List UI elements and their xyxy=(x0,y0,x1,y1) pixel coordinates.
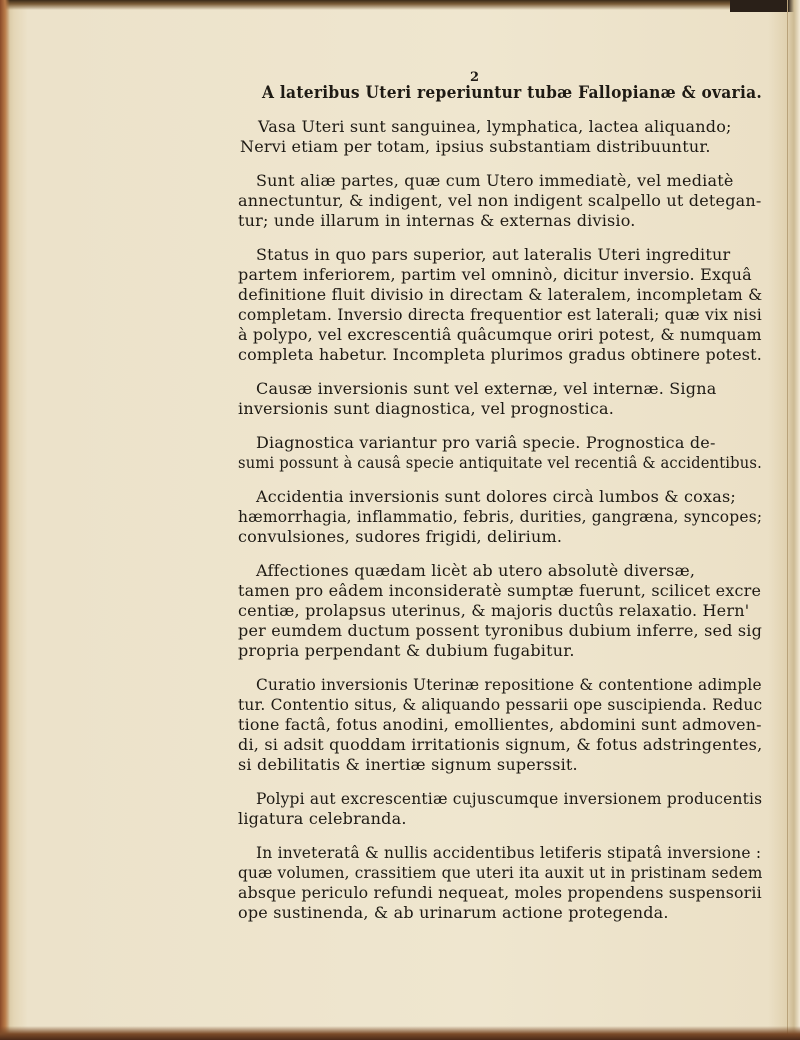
paragraph-curatio-line: tione factâ, fotus anodini, emollientes, abdomini sunt admoven- xyxy=(238,715,762,734)
paragraph-accidentia-line: hæmorrhagia, inflammatio, febris, durities, gangræna, syncopes; xyxy=(238,507,763,526)
paragraph-affectiones-line: centiæ, prolapsus uterinus, & majoris ductûs relaxatio. Hern' xyxy=(238,601,750,620)
paragraph-accidentia-line: Accidentia inversionis sunt dolores circà lumbos & coxas; xyxy=(256,487,736,506)
paragraph-curatio-line: Curatio inversionis Uterinæ repositione & contentione adimple xyxy=(256,675,762,694)
paragraph-affectiones-line: propria perpendant & dubium fugabitur. xyxy=(238,641,575,660)
paragraph-vasa-line: Nervi etiam per totam, ipsius substantiam distribuuntur. xyxy=(240,137,711,156)
paragraph-polypi-line: Polypi aut excrescentiæ cujuscumque inversionem producentis xyxy=(256,789,763,808)
paragraph-causae-line: Causæ inversionis sunt vel externæ, vel internæ. Signa xyxy=(256,379,717,398)
paragraph-accidentia-line: convulsiones, sudores frigidi, delirium. xyxy=(238,527,563,546)
paragraph-sunt-line: annectuntur, & indigent, vel non indigent scalpello ut detegan- xyxy=(238,191,762,210)
paragraph-status-line: Status in quo pars superior, aut lateralis Uteri ingreditur xyxy=(256,245,731,264)
paragraph-curatio-line: di, si adsit quoddam irritationis signum, & fotus adstringentes, xyxy=(238,735,763,754)
paragraph-status-line: completa habetur. Incompleta plurimos gradus obtinere potest. xyxy=(238,345,763,364)
paragraph-status-line: definitione fluit divisio in directam & lateralem, incompletam & xyxy=(238,285,763,304)
paragraph-diagnostica-line: Diagnostica variantur pro variâ specie. Prognostica de- xyxy=(256,433,716,452)
paragraph-affectiones-line: Affectiones quædam licèt ab utero absolutè diversæ, xyxy=(256,561,696,580)
paragraph-in-line: quæ volumen, crassitiem que uteri ita auxit ut in pristinam sedem xyxy=(238,863,763,882)
paragraph-sunt-line: Sunt aliæ partes, quæ cum Utero immediatè, vel mediatè xyxy=(256,171,734,190)
paragraph-diagnostica-line: sumi possunt à causâ specie antiquitate vel recentiâ & accidentibus. xyxy=(238,453,762,472)
paragraph-affectiones-line: per eumdem ductum possent tyronibus dubium inferre, sed sig xyxy=(238,621,763,640)
folio-number: 2 xyxy=(470,70,480,85)
paragraph-vasa-line: Vasa Uteri sunt sanguinea, lymphatica, lactea aliquando; xyxy=(258,117,732,136)
page-heading: A lateribus Uteri reperiuntur tubæ Fallopianæ & ovaria. xyxy=(262,83,763,102)
paragraph-in-line: ope sustinenda, & ab urinarum actione protegenda. xyxy=(238,903,669,922)
paragraph-in-line: In inveteratâ & nullis accidentibus letiferis stipatâ inversione : xyxy=(256,843,762,862)
paragraph-in-line: absque periculo refundi nequeat, moles propendens suspensorii xyxy=(238,883,762,902)
paragraph-status-line: completam. Inversio directa frequentior est laterali; quæ vix nisi xyxy=(238,305,762,324)
paragraph-curatio-line: si debilitatis & inertiæ signum superssit. xyxy=(238,755,578,774)
paragraph-causae-line: inversionis sunt diagnostica, vel prognostica. xyxy=(238,399,615,418)
paragraph-sunt-line: tur; unde illarum in internas & externas divisio. xyxy=(238,211,636,230)
paragraph-status-line: partem inferiorem, partim vel omninò, dicitur inversio. Exquâ xyxy=(238,265,752,284)
paragraph-affectiones-line: tamen pro eâdem inconsideratè sumptæ fuerunt, scilicet excre xyxy=(238,581,762,600)
paragraph-curatio-line: tur. Contentio situs, & aliquando pessarii ope suscipienda. Reduc xyxy=(238,695,763,714)
paragraph-polypi-line: ligatura celebranda. xyxy=(238,809,407,828)
paragraph-status-line: à polypo, vel excrescentiâ quâcumque oriri potest, & numquam xyxy=(238,325,762,344)
